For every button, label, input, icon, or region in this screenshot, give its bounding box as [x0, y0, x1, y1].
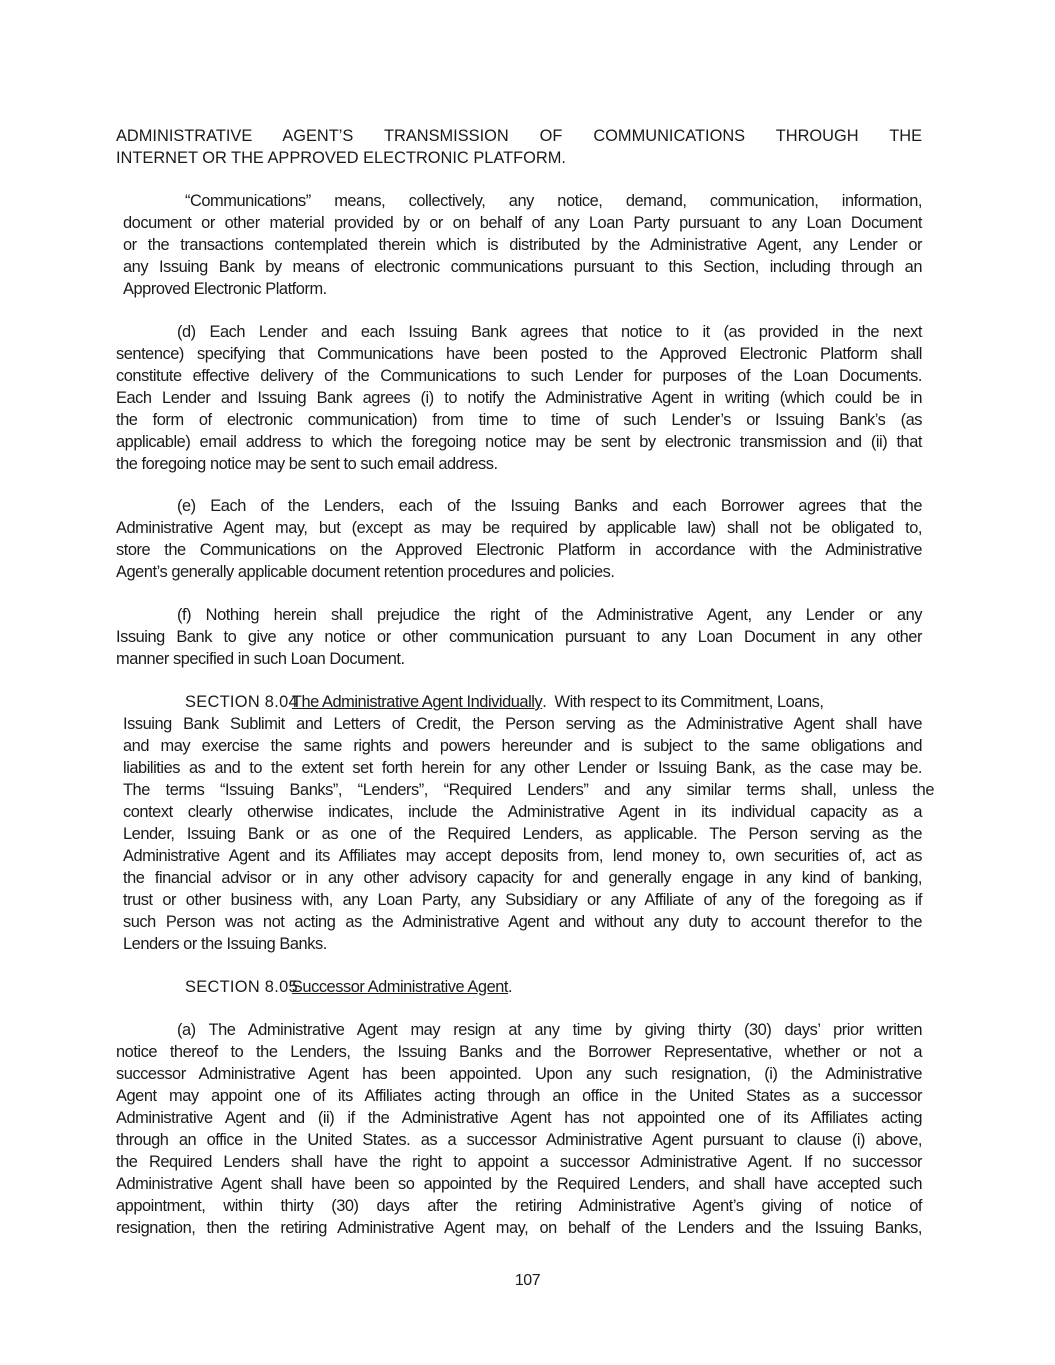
paragraph-f-line: (f) Nothing herein shall prejudice the right of the Administrative Agent, any Lender or any — [177, 606, 922, 624]
definition-line: document or other material provided by or on behalf of any Loan Party pursuant to any Loan Document — [123, 214, 922, 232]
paragraph-a-line: Administrative Agent shall have been so appointed by the Required Lenders, and shall have accepted such — [116, 1175, 922, 1193]
paragraph-d-line: applicable) email address to which the foregoing notice may be sent by electronic transmission and (ii) that — [116, 433, 922, 451]
paragraph-a-line: Agent may appoint one of its Affiliates acting through an office in the United States as a successor — [116, 1087, 922, 1105]
definition-line: Approved Electronic Platform. — [123, 280, 327, 298]
section-title: The Administrative Agent Individually — [291, 693, 543, 711]
section-8-04-line: The terms “Issuing Banks”, “Lenders”, “Required Lenders” and any similar terms shall, unless the — [123, 781, 934, 799]
section-8-04-line: Issuing Bank Sublimit and Letters of Credit, the Person serving as the Administrative Agent shall have — [123, 715, 922, 733]
section-8-04-line: such Person was not acting as the Administrative Agent and without any duty to account therefor to the — [123, 913, 922, 931]
paragraph-a-line: resignation, then the retiring Administrative Agent may, on behalf of the Lenders and the Issuing Banks, — [116, 1219, 922, 1237]
section-8-04-line: Administrative Agent and its Affiliates may accept deposits from, lend money to, own securities of, act as — [123, 847, 922, 865]
section-text: . — [508, 978, 513, 996]
page-number: 107 — [514, 1272, 541, 1289]
paragraph-a-line: through an office in the United States. as a successor Administrative Agent pursuant to clause (i) above, — [116, 1131, 922, 1149]
section-8-05-heading-line — [185, 976, 512, 998]
heading-line: ADMINISTRATIVE AGENT’S TRANSMISSION OF COMMUNICATIONS THROUGH THE — [116, 127, 922, 145]
paragraph-d-line: the foregoing notice may be sent to such email address. — [116, 455, 498, 473]
paragraph-a-line: notice thereof to the Lenders, the Issuing Banks and the Borrower Representative, whether or not a — [116, 1043, 922, 1061]
section-8-04-line: the financial advisor or in any other advisory capacity for and generally engage in any kind of banking, — [123, 869, 922, 887]
paragraph-d-line: sentence) specifying that Communications have been posted to the Approved Electronic Platform shall — [116, 345, 922, 363]
definition-line: or the transactions contemplated therein which is distributed by the Administrative Agent, any Lender or — [123, 236, 922, 254]
section-number: SECTION 8.05 — [185, 978, 298, 996]
section-8-04-line: liabilities as and to the extent set forth herein for any other Lender or Issuing Bank, as the case may be. — [123, 759, 922, 777]
paragraph-f-line: Issuing Bank to give any notice or other communication pursuant to any Loan Document in any other — [116, 628, 922, 646]
section-8-04-line: Lenders or the Issuing Banks. — [123, 935, 327, 953]
paragraph-e-line: Administrative Agent may, but (except as may be required by applicable law) shall not be obligated to, — [116, 519, 922, 537]
paragraph-d-line: constitute effective delivery of the Communications to such Lender for purposes of the Loan Documents. — [116, 367, 922, 385]
paragraph-a-line: the Required Lenders shall have the right to appoint a successor Administrative Agent. If no successor — [116, 1153, 922, 1171]
heading-line: INTERNET OR THE APPROVED ELECTRONIC PLATFORM. — [116, 149, 566, 167]
paragraph-d-line: the form of electronic communication) from time to time of such Lender’s or Issuing Bank’s (as — [116, 411, 922, 429]
paragraph-d-line: Each Lender and Issuing Bank agrees (i) to notify the Administrative Agent in writing (which could be in — [116, 389, 922, 407]
paragraph-e-line: store the Communications on the Approved Electronic Platform in accordance with the Administrative — [116, 541, 922, 559]
paragraph-e-line: Agent’s generally applicable document retention procedures and policies. — [116, 563, 615, 581]
paragraph-d-line: (d) Each Lender and each Issuing Bank agrees that notice to it (as provided in the next — [177, 323, 922, 341]
paragraph-a-line: successor Administrative Agent has been appointed. Upon any such resignation, (i) the Administrative — [116, 1065, 922, 1083]
section-8-04-heading-line — [185, 691, 922, 713]
section-title: Successor Administrative Agent — [291, 978, 509, 996]
paragraph-e-line: (e) Each of the Lenders, each of the Issuing Banks and each Borrower agrees that the — [177, 497, 922, 515]
paragraph-a-line: Administrative Agent and (ii) if the Administrative Agent has not appointed one of its Affiliates acting — [116, 1109, 922, 1127]
paragraph-a-line: appointment, within thirty (30) days after the retiring Administrative Agent’s giving of notice of — [116, 1197, 922, 1215]
definition-line: any Issuing Bank by means of electronic communications pursuant to this Section, including through an — [123, 258, 922, 276]
section-8-04-line: and may exercise the same rights and powers hereunder and is subject to the same obligations and — [123, 737, 922, 755]
definition-line: “Communications” means, collectively, any notice, demand, communication, information, — [185, 192, 922, 210]
section-8-04-line: Lender, Issuing Bank or as one of the Required Lenders, as applicable. The Person serving as the — [123, 825, 922, 843]
section-text: . With respect to its Commitment, Loans, — [542, 693, 824, 711]
paragraph-a-line: (a) The Administrative Agent may resign at any time by giving thirty (30) days’ prior written — [177, 1021, 922, 1039]
section-8-04-line: trust or other business with, any Loan Party, any Subsidiary or any Affiliate of any of the foregoing as if — [123, 891, 922, 909]
paragraph-f-line: manner specified in such Loan Document. — [116, 650, 405, 668]
section-number: SECTION 8.04 — [185, 693, 298, 711]
section-8-04-line: context clearly otherwise indicates, include the Administrative Agent in its individual capacity as a — [123, 803, 922, 821]
